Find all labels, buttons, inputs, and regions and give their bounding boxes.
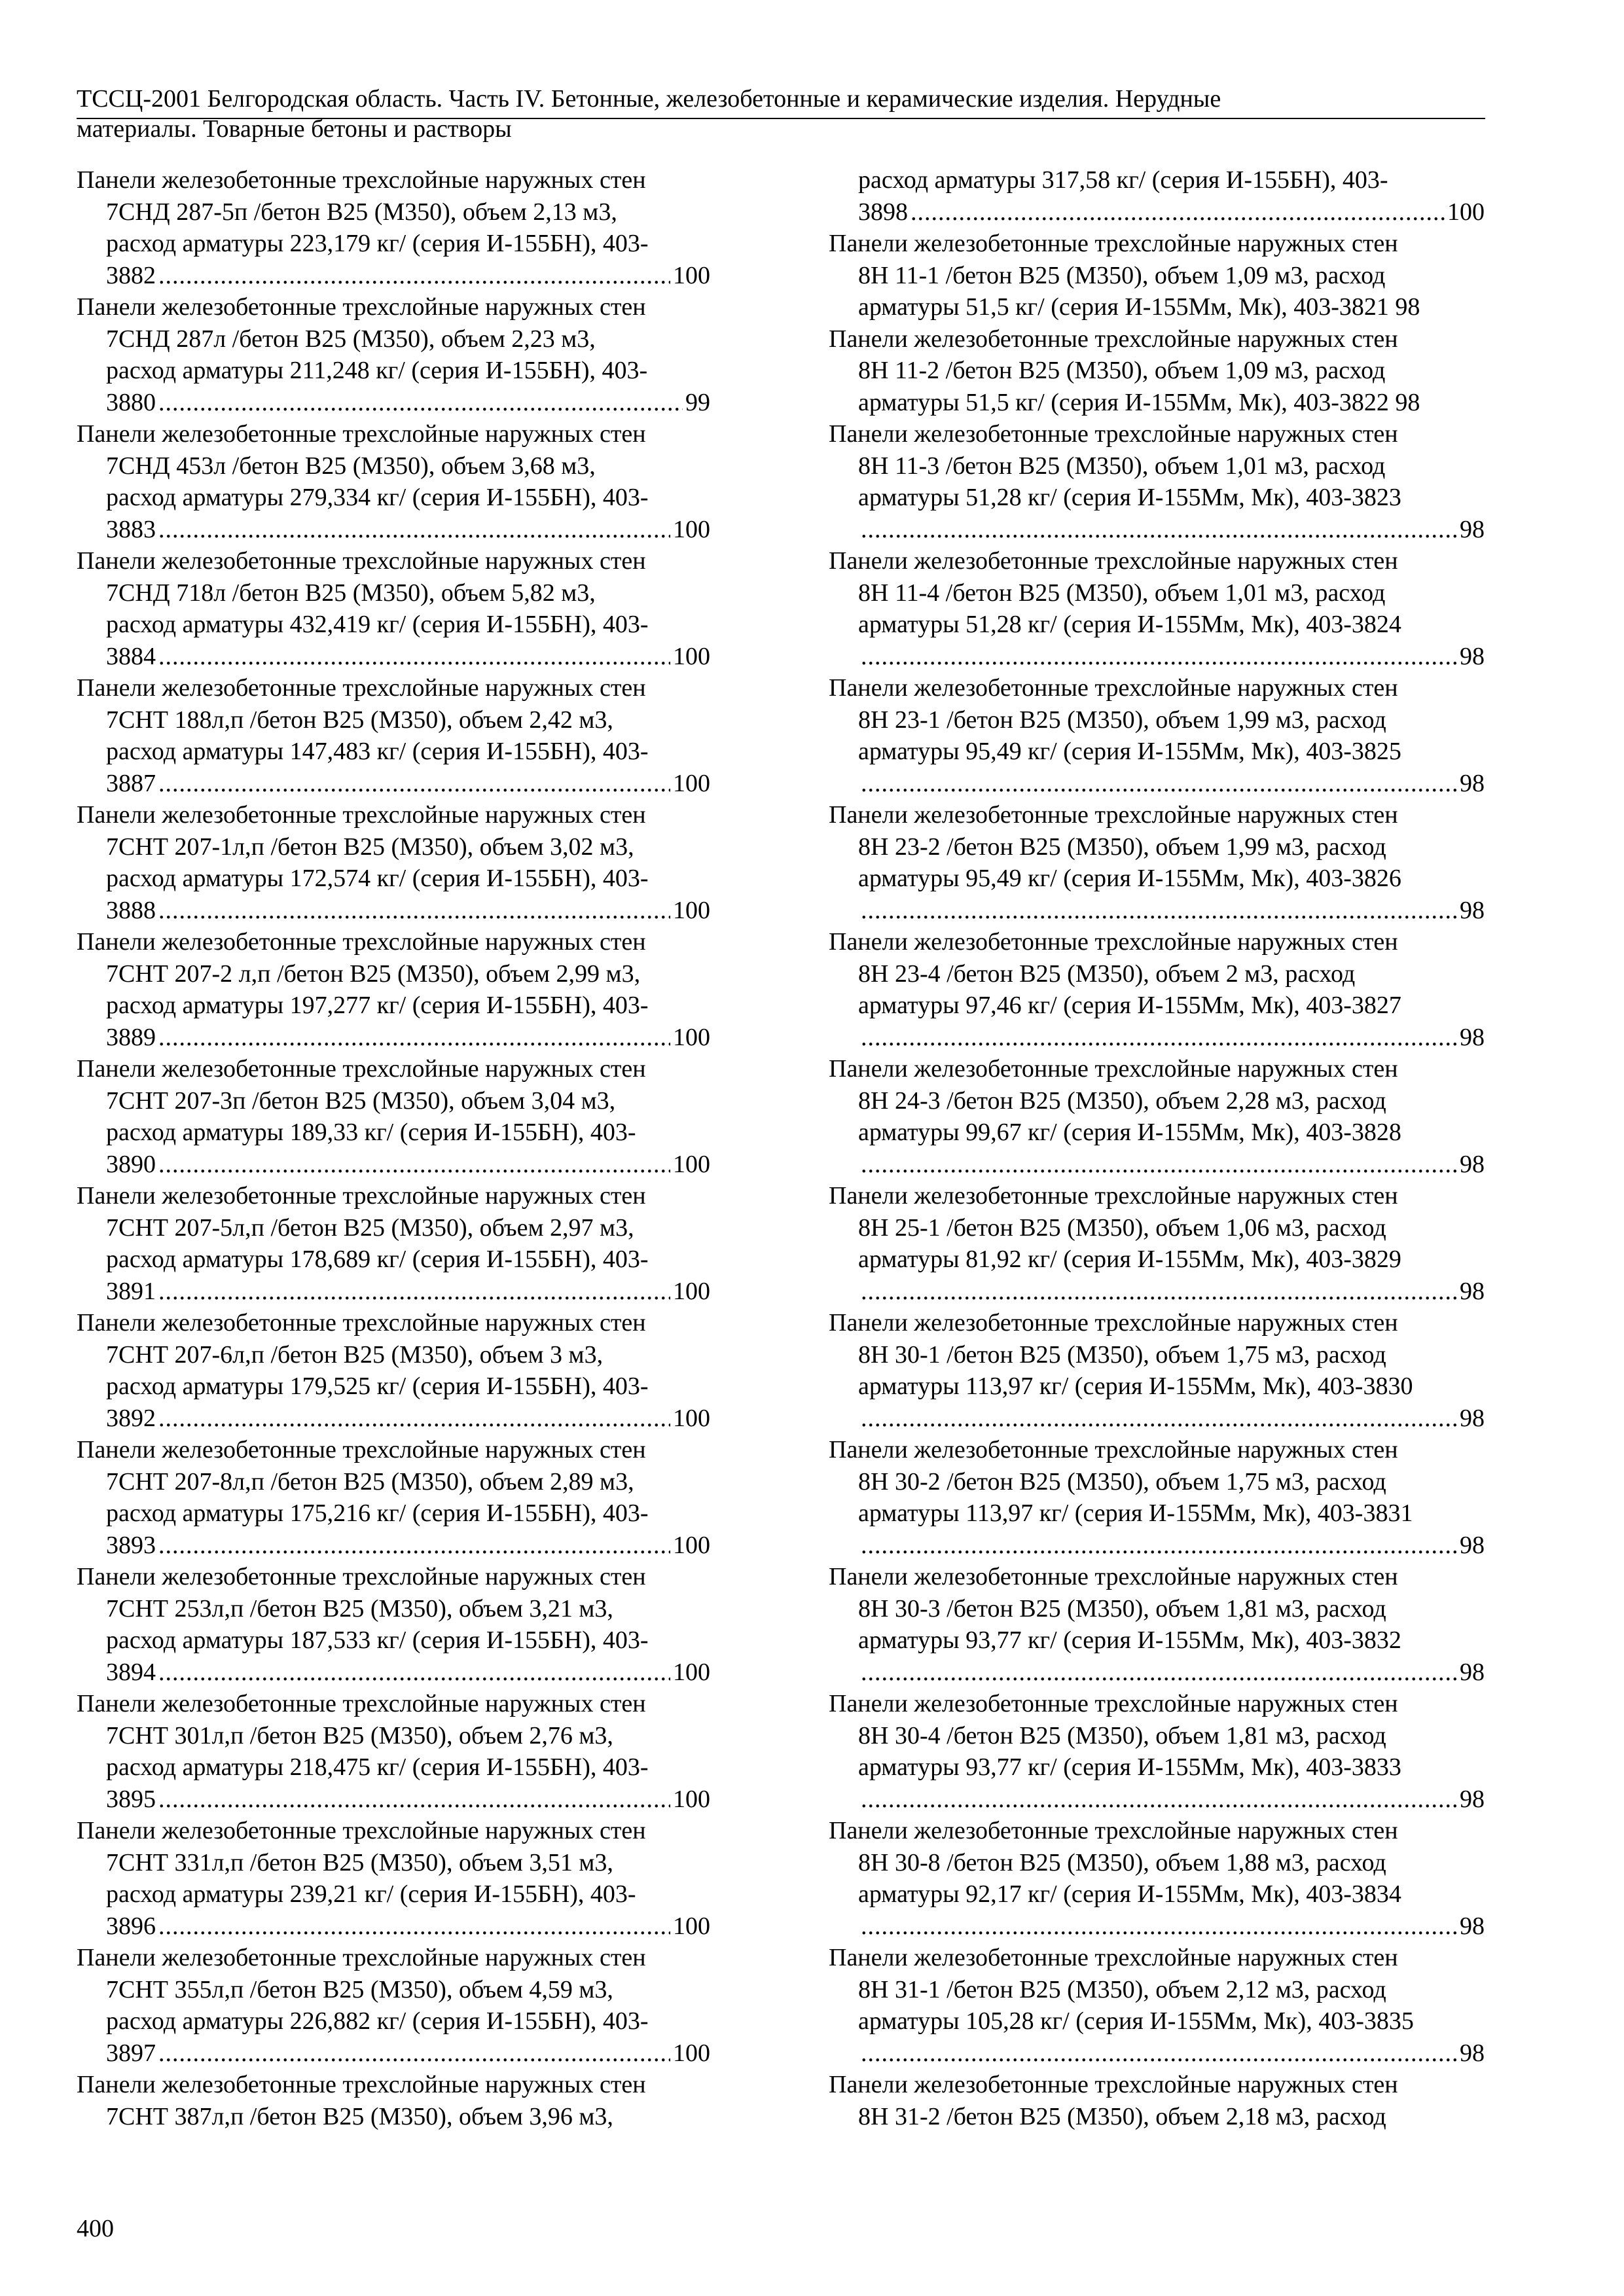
entry-line: 7СНТ 301л,п /бетон В25 (М350), объем 2,76 м3, (106, 1721, 613, 1749)
index-entry (77, 1434, 710, 1561)
entry-line: Панели железобетонные трехслойные наружных стен (77, 420, 646, 448)
entry-line: арматуры 99,67 кг/ (серия И-155Мм, Мк), 403-3828 (858, 1119, 1401, 1146)
entry-line: расход арматуры 197,277 кг/ (серия И-155БН), 403- (106, 992, 649, 1019)
entry-line: Панели железобетонные трехслойные наружных стен (829, 1309, 1398, 1336)
entry-line: Панели железобетонные трехслойные наружных стен (829, 1690, 1398, 1717)
index-entry (829, 1180, 1485, 1307)
entry-code-tail: 3893 (106, 1531, 156, 1559)
entry-page-ref: 100 (1447, 198, 1485, 226)
entry-line: 8Н 31-1 /бетон В25 (М350), объем 2,12 м3, расход (858, 1975, 1386, 2003)
entry-leader-line (829, 895, 1485, 927)
entry-leader-line (829, 514, 1485, 546)
entry-line: расход арматуры 178,689 кг/ (серия И-155БН), 403- (106, 1246, 649, 1273)
entry-line: расход арматуры 218,475 кг/ (серия И-155БН), 403- (106, 1753, 649, 1781)
dot-leader (158, 1784, 670, 1816)
entry-line: Панели железобетонные трехслойные наружных стен (829, 547, 1398, 575)
entry-page-ref: 98 (1460, 515, 1485, 543)
entry-line: Панели железобетонные трехслойные наружных стен (77, 1309, 646, 1336)
entry-code-tail: 3880 (106, 388, 156, 416)
entry-line: расход арматуры 175,216 кг/ (серия И-155БН), 403- (106, 1499, 649, 1527)
entry-line: арматуры 113,97 кг/ (серия И-155Мм, Мк), 403-3831 (858, 1499, 1413, 1527)
entry-line: 7СНД 287л /бетон В25 (М350), объем 2,23 м3, (106, 325, 596, 353)
entry-leader-line (77, 260, 710, 292)
entry-line: Панели железобетонные трехслойные наружных стен (829, 420, 1398, 448)
dot-leader (861, 1276, 1457, 1308)
entry-line: арматуры 97,46 кг/ (серия И-155Мм, Мк), 403-3827 (858, 992, 1401, 1019)
entry-page-ref: 100 (673, 1150, 710, 1178)
entry-line: Панели железобетонные трехслойные наружных стен (829, 325, 1398, 353)
entry-line: 7СНД 287-5п /бетон В25 (М350), объем 2,13 м3, (106, 198, 617, 226)
entry-line: расход арматуры 432,419 кг/ (серия И-155БН), 403- (106, 611, 649, 638)
entry-line: расход арматуры 226,882 кг/ (серия И-155БН), 403- (106, 2007, 649, 2035)
entry-line: Панели железобетонные трехслойные наружных стен (77, 1690, 646, 1717)
entry-page-ref: 100 (673, 515, 710, 543)
index-entry (829, 1942, 1485, 2069)
entry-leader-line (77, 387, 710, 419)
entry-leader-line (77, 1910, 710, 1943)
entry-line: арматуры 81,92 кг/ (серия И-155Мм, Мк), 403-3829 (858, 1246, 1401, 1273)
entry-line: расход арматуры 211,248 кг/ (серия И-155БН), 403- (106, 357, 648, 384)
entry-page-ref: 100 (673, 1277, 710, 1305)
dot-leader (861, 1149, 1457, 1181)
dot-leader (861, 2037, 1457, 2070)
entry-line: арматуры 51,28 кг/ (серия И-155Мм, Мк), 403-3824 (858, 611, 1401, 638)
index-entry (77, 926, 710, 1053)
entry-leader-line (77, 1530, 710, 1562)
entry-line: 7СНТ 188л,п /бетон В25 (М350), объем 2,42 м3, (106, 706, 613, 734)
entry-line: расход арматуры 317,58 кг/ (серия И-155БН), 403- (858, 166, 1388, 194)
entry-line: 7СНТ 331л,п /бетон В25 (М350), объем 3,51 м3, (106, 1848, 613, 1876)
dot-leader (158, 641, 670, 673)
index-entry (77, 418, 710, 545)
entry-line: 7СНТ 207-5л,п /бетон В25 (М350), объем 2,97 м3, (106, 1213, 634, 1242)
entry-line: 8Н 11-1 /бетон В25 (М350), объем 1,09 м3, расход (858, 261, 1386, 289)
entry-line: Панели железобетонные трехслойные наружных стен (829, 1817, 1398, 1844)
entry-leader-line (829, 1657, 1485, 1689)
dot-leader (158, 1910, 670, 1943)
dot-leader (861, 514, 1457, 546)
dot-leader (158, 387, 683, 419)
entry-line: Панели железобетонные трехслойные наружных стен (77, 801, 646, 829)
entry-page-ref: 98 (1460, 2039, 1485, 2067)
entry-line: 8Н 30-2 /бетон В25 (М350), объем 1,75 м3, расход (858, 1467, 1386, 1496)
entry-leader-line (829, 196, 1485, 228)
entry-leader-line (829, 1403, 1485, 1435)
entry-code-tail: 3889 (106, 1023, 156, 1051)
dot-leader (158, 1022, 670, 1054)
entry-leader-line (77, 1022, 710, 1054)
entry-page-ref: 98 (1460, 1023, 1485, 1051)
entry-line: 8Н 30-4 /бетон В25 (М350), объем 1,81 м3, расход (858, 1721, 1386, 1749)
index-entry (829, 1053, 1485, 1180)
dot-leader (911, 196, 1445, 228)
index-entry (77, 545, 710, 672)
entry-line: Панели железобетонные трехслойные наружных стен (77, 1944, 646, 1971)
entry-page-ref: 98 (1460, 1658, 1485, 1686)
entry-page-ref: 100 (673, 261, 710, 289)
index-entry (77, 1053, 710, 1180)
entry-line: 8Н 31-2 /бетон В25 (М350), объем 2,18 м3, расход (858, 2102, 1386, 2130)
entry-line: Панели железобетонные трехслойные наружных стен (77, 928, 646, 956)
entry-line: Панели железобетонные трехслойные наружных стен (77, 2071, 646, 2098)
entry-page-ref: 98 (1460, 1531, 1485, 1559)
index-entry (829, 228, 1485, 323)
entry-line: 8Н 11-4 /бетон В25 (М350), объем 1,01 м3, расход (858, 579, 1386, 607)
entry-line: арматуры 95,49 кг/ (серия И-155Мм, Мк), 403-3826 (858, 865, 1401, 892)
entry-line: 8Н 23-1 /бетон В25 (М350), объем 1,99 м3, расход (858, 706, 1386, 734)
entry-line: 7СНТ 207-8л,п /бетон В25 (М350), объем 2,89 м3, (106, 1467, 634, 1496)
page-number: 400 (77, 2215, 114, 2242)
entry-page-ref: 98 (1460, 1277, 1485, 1305)
entry-leader-line (77, 768, 710, 800)
entry-line: расход арматуры 279,334 кг/ (серия И-155БН), 403- (106, 484, 649, 511)
entry-leader-line (77, 514, 710, 546)
entry-page-ref: 100 (673, 1023, 710, 1051)
entry-line: Панели железобетонные трехслойные наружных стен (829, 2071, 1398, 2098)
index-entry (77, 164, 710, 291)
dot-leader (158, 260, 670, 292)
entry-line: арматуры 113,97 кг/ (серия И-155Мм, Мк), 403-3830 (858, 1372, 1413, 1400)
index-column-right (829, 164, 1485, 2132)
entry-line: Панели железобетонные трехслойные наружных стен (829, 1563, 1398, 1590)
entry-page-ref: 100 (673, 769, 710, 797)
entry-line: Панели железобетонные трехслойные наружных стен (77, 1563, 646, 1590)
index-entry (829, 1307, 1485, 1434)
entry-line: 8Н 23-4 /бетон В25 (М350), объем 2 м3, расход (858, 960, 1356, 988)
entry-line: 8Н 30-8 /бетон В25 (М350), объем 1,88 м3, расход (858, 1848, 1386, 1876)
entry-line: 8Н 23-2 /бетон В25 (М350), объем 1,99 м3, расход (858, 833, 1386, 861)
entry-line: расход арматуры 172,574 кг/ (серия И-155БН), 403- (106, 865, 649, 892)
entry-line: Панели железобетонные трехслойные наружных стен (829, 230, 1398, 257)
dot-leader (158, 1149, 670, 1181)
entry-code-tail: 3897 (106, 2039, 156, 2067)
entry-line: 8Н 24-3 /бетон В25 (М350), объем 2,28 м3, расход (858, 1086, 1386, 1115)
entry-code-tail: 3894 (106, 1658, 156, 1686)
entry-page-ref: 99 (685, 388, 710, 416)
entry-code-tail: 3892 (106, 1404, 156, 1432)
entry-line: арматуры 93,77 кг/ (серия И-155Мм, Мк), 403-3833 (858, 1753, 1401, 1781)
entry-line: Панели железобетонные трехслойные наружных стен (77, 1817, 646, 1844)
entry-line: расход арматуры 147,483 кг/ (серия И-155БН), 403- (106, 738, 649, 765)
entry-line: арматуры 51,5 кг/ (серия И-155Мм, Мк), 403-3822 98 (858, 388, 1420, 416)
index-entry (77, 291, 710, 418)
header-line-1: ТССЦ-2001 Белгородская область. Часть IV. Бетонные, железобетонные и керамические изделия. Нерудные (77, 85, 1221, 113)
running-header (77, 84, 1485, 144)
entry-line: Панели железобетонные трехслойные наружных стен (77, 1436, 646, 1463)
dot-leader (158, 1530, 670, 1562)
index-entry (77, 672, 710, 799)
dot-leader (158, 1276, 670, 1308)
entry-leader-line (829, 1276, 1485, 1308)
entry-line: арматуры 51,5 кг/ (серия И-155Мм, Мк), 403-3821 98 (858, 293, 1420, 321)
entry-code-tail: 3896 (106, 1912, 156, 1940)
entry-line: 7СНТ 207-2 л,п /бетон В25 (М350), объем 2,99 м3, (106, 960, 641, 988)
entry-leader-line (829, 641, 1485, 673)
entry-line: Панели железобетонные трехслойные наружных стен (829, 1055, 1398, 1083)
entry-line: 8Н 11-2 /бетон В25 (М350), объем 1,09 м3, расход (858, 357, 1386, 384)
entry-page-ref: 100 (673, 1404, 710, 1432)
entry-line: расход арматуры 179,525 кг/ (серия И-155БН), 403- (106, 1372, 649, 1400)
entry-page-ref: 98 (1460, 1404, 1485, 1432)
index-entry (829, 1688, 1485, 1815)
entry-code-tail: 3888 (106, 896, 156, 924)
index-entry (77, 1561, 710, 1688)
index-entry (829, 418, 1485, 545)
entry-line: арматуры 105,28 кг/ (серия И-155Мм, Мк), 403-3835 (858, 2007, 1414, 2035)
entry-leader-line (829, 1910, 1485, 1943)
entry-page-ref: 98 (1460, 769, 1485, 797)
entry-line: Панели железобетонные трехслойные наружных стен (77, 674, 646, 702)
entry-line: расход арматуры 239,21 кг/ (серия И-155БН), 403- (106, 1880, 636, 1908)
index-entry (77, 1942, 710, 2069)
entry-line: Панели железобетонные трехслойные наружных стен (77, 1055, 646, 1083)
entry-line: 7СНД 718л /бетон В25 (М350), объем 5,82 м3, (106, 579, 596, 607)
dot-leader (861, 768, 1457, 800)
index-entry (77, 799, 710, 926)
entry-line: Панели железобетонные трехслойные наружных стен (77, 547, 646, 575)
dot-leader (861, 1784, 1457, 1816)
entry-line: 7СНТ 207-1л,п /бетон В25 (М350), объем 3,02 м3, (106, 833, 634, 861)
index-entry (77, 1688, 710, 1815)
entry-leader-line (77, 1403, 710, 1435)
index-entry (77, 1180, 710, 1307)
entry-code-tail: 3890 (106, 1150, 156, 1178)
entry-page-ref: 100 (673, 1912, 710, 1940)
dot-leader (861, 1657, 1457, 1689)
entry-line: арматуры 92,17 кг/ (серия И-155Мм, Мк), 403-3834 (858, 1880, 1401, 1908)
entry-leader-line (829, 1530, 1485, 1562)
entry-code-tail: 3882 (106, 261, 156, 289)
index-entry (77, 1307, 710, 1434)
index-entry (829, 1561, 1485, 1688)
entry-line: 8Н 30-3 /бетон В25 (М350), объем 1,81 м3, расход (858, 1594, 1386, 1623)
header-rule (77, 118, 1485, 119)
dot-leader (158, 1657, 670, 1689)
entry-line: расход арматуры 223,179 кг/ (серия И-155БН), 403- (106, 230, 649, 257)
entry-line: Панели железобетонные трехслойные наружных стен (829, 1944, 1398, 1971)
entry-leader-line (77, 1149, 710, 1181)
entry-line: Панели железобетонные трехслойные наружных стен (77, 293, 646, 321)
dot-leader (158, 514, 670, 546)
entry-page-ref: 100 (673, 1531, 710, 1559)
dot-leader (861, 1910, 1457, 1943)
entry-line: Панели железобетонные трехслойные наружных стен (829, 1182, 1398, 1210)
dot-leader (158, 895, 670, 927)
entry-line: Панели железобетонные трехслойные наружных стен (829, 801, 1398, 829)
entry-page-ref: 98 (1460, 1912, 1485, 1940)
entry-line: Панели железобетонные трехслойные наружных стен (77, 166, 646, 194)
entry-line: 8Н 30-1 /бетон В25 (М350), объем 1,75 м3, расход (858, 1340, 1386, 1369)
entry-line: 8Н 25-1 /бетон В25 (М350), объем 1,06 м3, расход (858, 1213, 1386, 1242)
entry-leader-line (829, 1784, 1485, 1816)
entry-code-tail: 3891 (106, 1277, 156, 1305)
entry-line: 8Н 11-3 /бетон В25 (М350), объем 1,01 м3, расход (858, 452, 1386, 480)
entry-page-ref: 98 (1460, 642, 1485, 670)
entry-page-ref: 100 (673, 1658, 710, 1686)
dot-leader (158, 2037, 670, 2070)
entry-line: Панели железобетонные трехслойные наружных стен (829, 928, 1398, 956)
index-entry (829, 164, 1485, 228)
entry-page-ref: 100 (673, 1785, 710, 1813)
entry-leader-line (77, 1276, 710, 1308)
entry-line: 7СНТ 355л,п /бетон В25 (М350), объем 4,59 м3, (106, 1975, 613, 2003)
entry-leader-line (77, 1784, 710, 1816)
dot-leader (861, 895, 1457, 927)
entry-page-ref: 98 (1460, 1785, 1485, 1813)
index-entry (77, 1815, 710, 1942)
entry-line: арматуры 95,49 кг/ (серия И-155Мм, Мк), 403-3825 (858, 738, 1401, 765)
index-entry (829, 545, 1485, 672)
entry-leader-line (829, 768, 1485, 800)
index-entry (77, 2069, 710, 2132)
entry-line: 7СНТ 387л,п /бетон В25 (М350), объем 3,96 м3, (106, 2102, 613, 2130)
entry-line: 7СНТ 253л,п /бетон В25 (М350), объем 3,21 м3, (106, 1594, 613, 1623)
entry-code-tail: 3883 (106, 515, 156, 543)
entry-page-ref: 100 (673, 2039, 710, 2067)
index-entry (829, 672, 1485, 799)
index-entry (829, 1815, 1485, 1942)
entry-line: арматуры 93,77 кг/ (серия И-155Мм, Мк), 403-3832 (858, 1626, 1401, 1654)
entry-line: 7СНД 453л /бетон В25 (М350), объем 3,68 м3, (106, 452, 596, 480)
header-line-2: материалы. Товарные бетоны и растворы (77, 115, 512, 143)
dot-leader (861, 641, 1457, 673)
entry-line: Панели железобетонные трехслойные наружных стен (829, 674, 1398, 702)
entry-line: Панели железобетонные трехслойные наружных стен (77, 1182, 646, 1210)
index-entry (829, 323, 1485, 419)
index-entry (829, 1434, 1485, 1561)
entry-leader-line (77, 2037, 710, 2070)
entry-leader-line (829, 1149, 1485, 1181)
dot-leader (861, 1022, 1457, 1054)
entry-page-ref: 98 (1460, 896, 1485, 924)
entry-leader-line (829, 2037, 1485, 2070)
entry-code-tail: 3898 (858, 198, 908, 226)
entry-leader-line (829, 1022, 1485, 1054)
entry-code-tail: 3884 (106, 642, 156, 670)
entry-code-tail: 3887 (106, 769, 156, 797)
index-entry (829, 926, 1485, 1053)
index-column-left (77, 164, 710, 2132)
entry-line: 7СНТ 207-6л,п /бетон В25 (М350), объем 3 м3, (106, 1340, 604, 1369)
entry-line: арматуры 51,28 кг/ (серия И-155Мм, Мк), 403-3823 (858, 484, 1401, 511)
entry-code-tail: 3895 (106, 1785, 156, 1813)
dot-leader (158, 1403, 670, 1435)
dot-leader (158, 768, 670, 800)
entry-line: 7СНТ 207-3п /бетон В25 (М350), объем 3,04 м3, (106, 1086, 616, 1115)
entry-page-ref: 98 (1460, 1150, 1485, 1178)
entry-leader-line (77, 641, 710, 673)
dot-leader (861, 1403, 1457, 1435)
entry-page-ref: 100 (673, 896, 710, 924)
entry-line: Панели железобетонные трехслойные наружных стен (829, 1436, 1398, 1463)
dot-leader (861, 1530, 1457, 1562)
index-entry (829, 799, 1485, 926)
entry-leader-line (77, 895, 710, 927)
entry-line: расход арматуры 189,33 кг/ (серия И-155БН), 403- (106, 1119, 636, 1146)
entry-line: расход арматуры 187,533 кг/ (серия И-155БН), 403- (106, 1626, 649, 1654)
entry-leader-line (77, 1657, 710, 1689)
entry-page-ref: 100 (673, 642, 710, 670)
index-entry (829, 2069, 1485, 2132)
